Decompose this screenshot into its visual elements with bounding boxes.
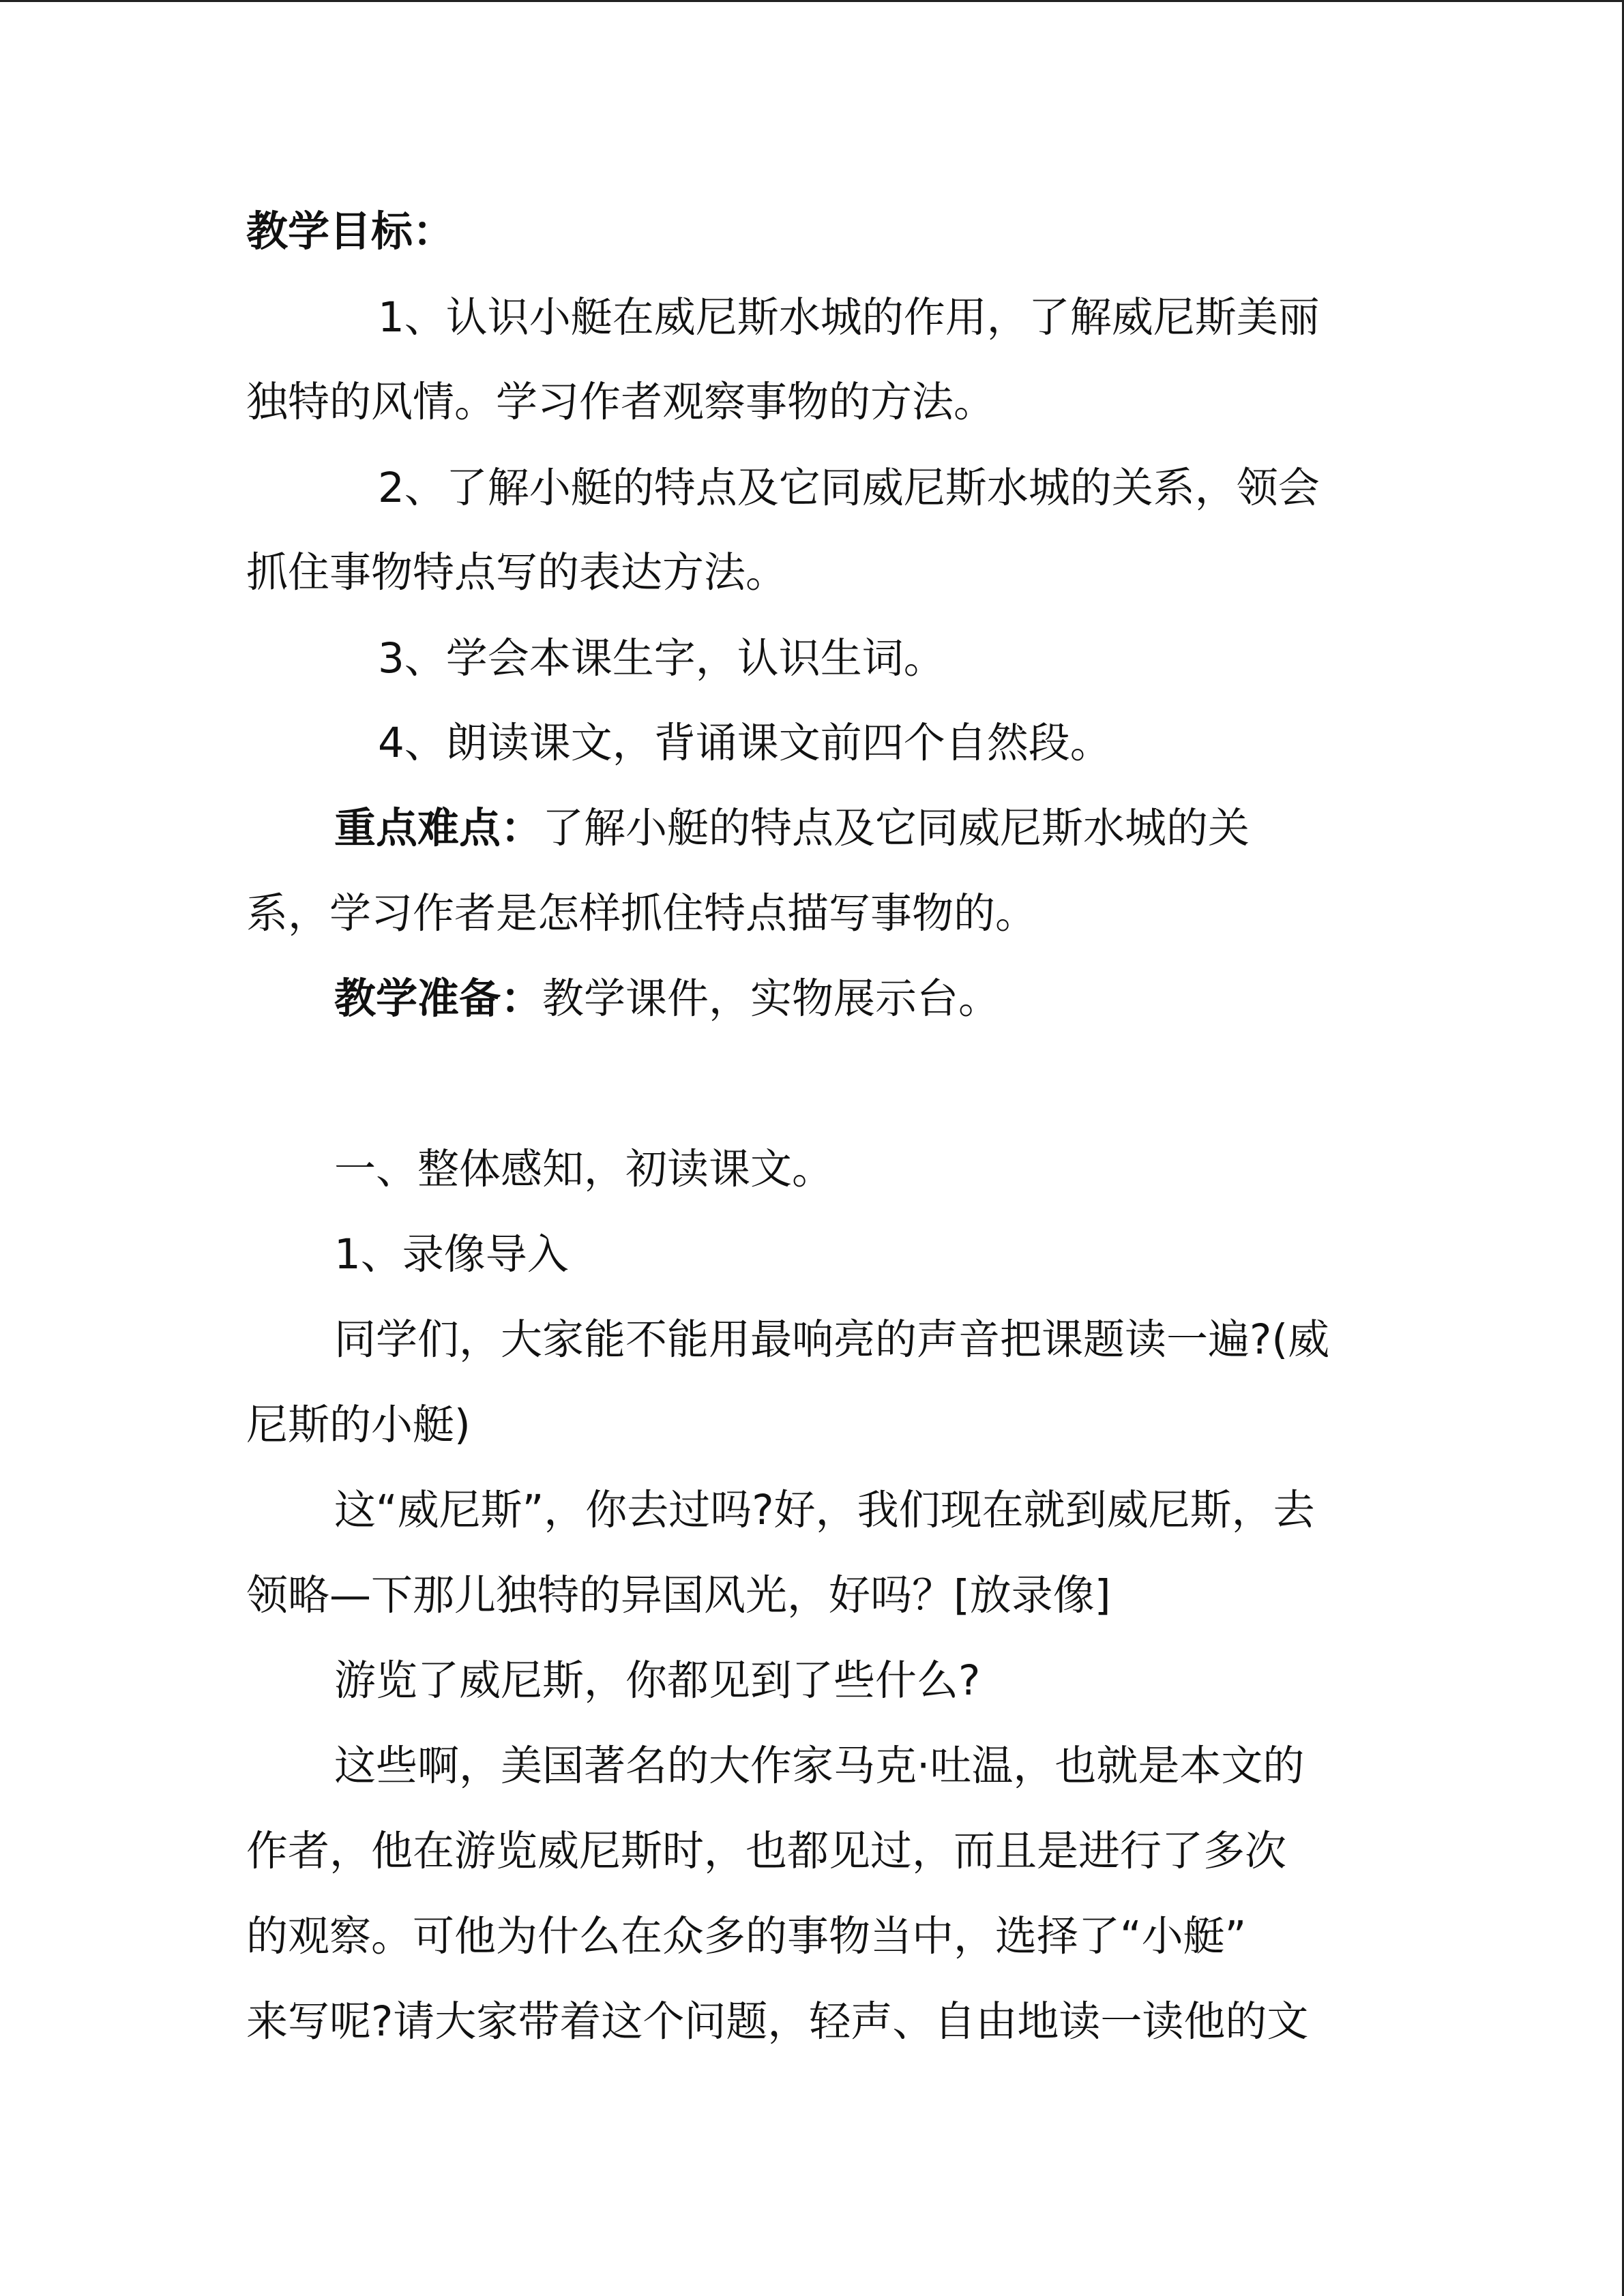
objective-2-line-1: 2、了解小艇的特点及它同威尼斯水城的关系，领会 xyxy=(378,464,1320,512)
step-1: 1、录像导入 xyxy=(334,1230,569,1279)
key-points-label: 重点难点： xyxy=(334,804,543,852)
preparation-text: 教学课件，实物展示台。 xyxy=(542,974,1001,1023)
key-points-line-2: 系，学习作者是怎样抓住特点描写事物的。 xyxy=(246,889,1037,938)
section-1-heading: 一、整体感知，初读课文。 xyxy=(334,1145,834,1193)
paragraph-4-line-4: 来写呢?请大家带着这个问题，轻声、自由地读一读他的文 xyxy=(246,1997,1309,2046)
objective-1-line-2: 独特的风情。学习作者观察事物的方法。 xyxy=(246,378,996,426)
preparation-label: 教学准备： xyxy=(334,974,543,1023)
objective-2-line-2: 抓住事物特点写的表达方法。 xyxy=(246,548,788,597)
paragraph-1-line-2: 尼斯的小艇) xyxy=(246,1401,471,1449)
objective-1-line-1: 1、认识小艇在威尼斯水城的作用，了解威尼斯美丽 xyxy=(378,293,1320,342)
paragraph-4-line-1: 这些啊，美国著名的大作家马克·吐温，也就是本文的 xyxy=(334,1742,1305,1790)
page-top-border xyxy=(0,0,1624,2)
paragraph-3: 游览了威尼斯，你都见到了些什么? xyxy=(334,1656,981,1705)
paragraph-2-line-2: 领略—下那儿独特的异国风光，好吗？[放录像] xyxy=(246,1571,1111,1620)
paragraph-2-line-1: 这“威尼斯”，你去过吗?好，我们现在就到威尼斯，去 xyxy=(334,1486,1315,1534)
paragraph-1-line-1: 同学们，大家能不能用最响亮的声音把课题读一遍?(威 xyxy=(334,1315,1330,1364)
key-points-text-1: 了解小艇的特点及它同威尼斯水城的关 xyxy=(542,804,1250,852)
preparation-line xyxy=(334,972,1000,1026)
paragraph-4-line-3: 的观察。可他为什么在众多的事物当中，选择了“小艇” xyxy=(246,1912,1247,1960)
objective-4: 4、朗读课文，背诵课文前四个自然段。 xyxy=(378,719,1112,767)
paragraph-4-line-2: 作者，他在游览威尼斯时，也都见过，而且是进行了多次 xyxy=(246,1827,1287,1875)
objectives-heading: 教学目标： xyxy=(246,207,455,256)
objective-3: 3、学会本课生字，认识生词。 xyxy=(378,634,945,683)
key-points-line-1 xyxy=(334,801,1250,856)
